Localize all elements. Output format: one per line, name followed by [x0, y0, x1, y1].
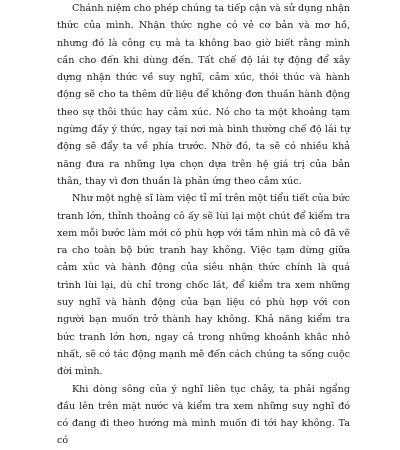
paragraph-2: Như một nghệ sĩ làm việc tỉ mỉ trên một tiểu tiết của bức tranh lớn, thỉnh thoảng cô ấy sẽ lùi lại một chút để kiểm tra xem mỗi bước làm mới có phù hợp với tầm nhìn mà cô đã vẽ ra cho toàn bộ bức tranh hay không. Việc tạm dừng giữa cảm xúc và hành động của siêu nhận thức chính là quá trình lùi lại, dù chỉ trong chốc lát, để kiểm tra xem những suy nghĩ và hành động của bạn liệu có phù hợp với con người bạn muốn trở thành hay không. Khả năng kiểm tra bức tranh lớn hơn, ngay cả trong những khoảnh khắc nhỏ nhất, sẽ có tác động mạnh mẽ đến cách chúng ta sống cuộc đời mình. — [57, 193, 350, 378]
paragraph-1: Chánh niệm cho phép chúng ta tiếp cận và sử dụng nhận thức của mình. Nhận thức nghe có vẻ cơ bản và mơ hồ, nhưng đó là công cụ mà ta không bao giờ biết rằng mình cần cho đến khi dùng đến. Tất chế độ lái tự động để xây dựng nhận thức về suy nghĩ, cảm xúc, thói thúc và hành động sẽ cho ta thêm dữ liệu để không đơn thuần hành động theo sự thôi thúc hay cảm xúc. Nó cho ta một khoảng tạm ngừng đầy ý thức, ngay tại nơi mà bình thường chế độ lái tự động sẽ đẩy ta về phía trước. Nhờ đó, ta sẽ có nhiều khả năng đưa ra những lựa chọn dựa trên hệ giá trị của bản thân, thay vì đơn thuần là phản ứng theo cảm xúc. — [57, 3, 350, 187]
paragraph-3: Khi dòng sông của ý nghĩ liên tục chảy, ta phải ngẩng đầu lên trên mặt nước và kiểm tra xem những suy nghĩ đó có đang đi theo hướng mà mình muốn đi tới hay không. Ta có — [57, 383, 350, 447]
body-text — [57, 0, 350, 450]
